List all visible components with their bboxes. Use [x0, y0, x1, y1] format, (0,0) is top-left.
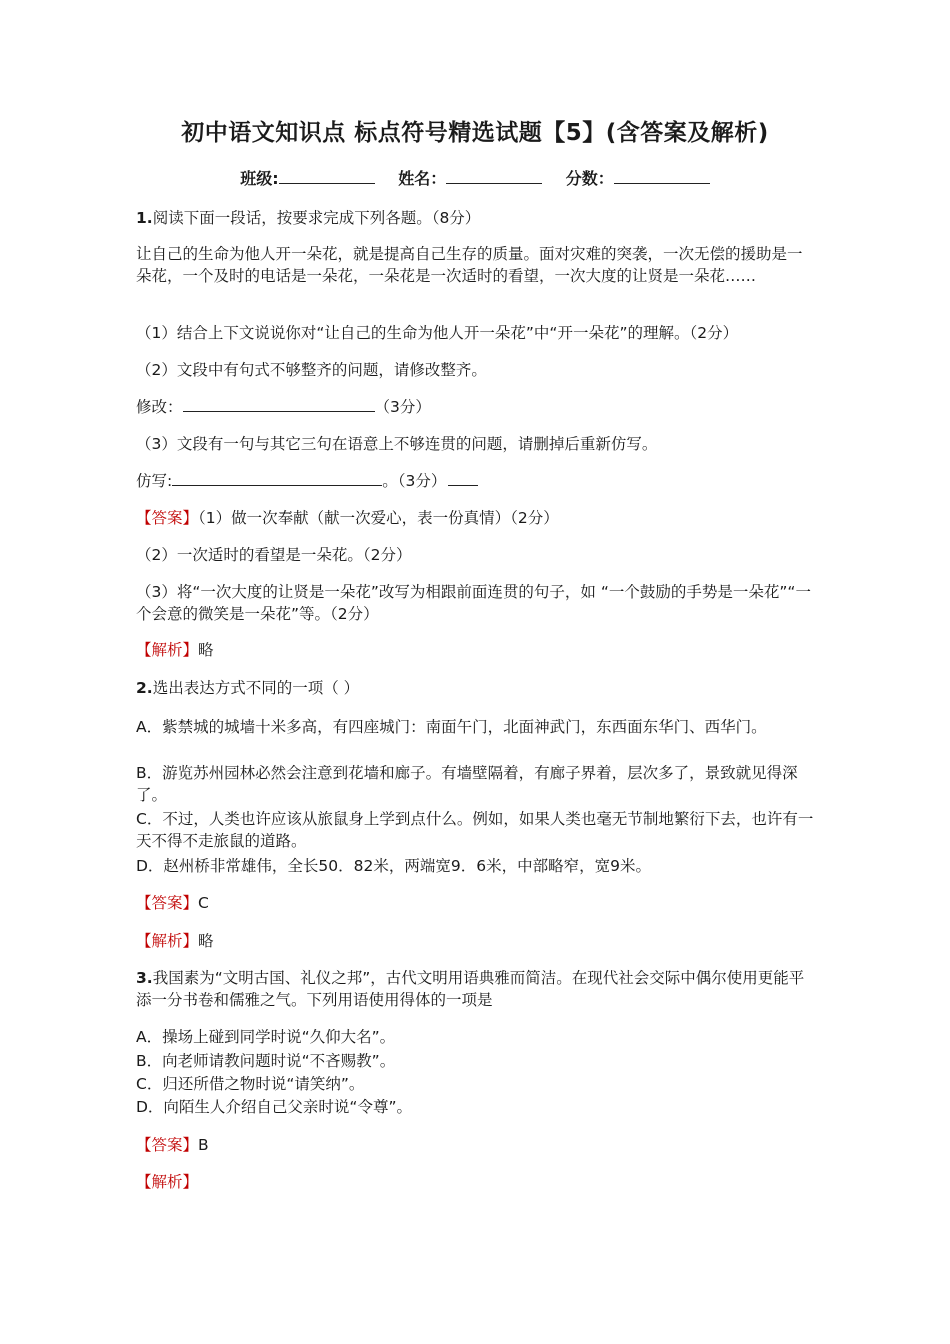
q3-option-c: C．归还所借之物时说“请笑纳”。 [136, 1075, 365, 1093]
score-blank[interactable] [614, 169, 710, 184]
name-label: 姓名： [398, 169, 447, 188]
q2-stem-text: 选出表达方式不同的一项（ ） [152, 679, 360, 697]
q3-stem [136, 967, 816, 1011]
answer-text: B [198, 1136, 209, 1154]
imitate-label: 仿写: [136, 472, 173, 490]
q1-sub2: （2）文段中有句式不够整齐的问题，请修改整齐。 [136, 361, 487, 379]
q1-sub3: （3）文段有一句与其它三句在语意上不够连贯的问题，请删掉后重新仿写。 [136, 435, 658, 453]
class-label: 班级: [240, 169, 279, 188]
q2-option-a: A．紫禁城的城墙十米多高，有四座城门：南面午门，北面神武门，东西面东华门、西华门。 [136, 718, 767, 736]
q2-option-b: B．游览苏州园林必然会注意到花墙和廊子。有墙壁隔着，有廊子界着，层次多了，景致就见得深了。 [136, 764, 798, 804]
q2-option-d: D．赵州桥非常雄伟，全长50．82米，两端宽9．6米，中部略窄，宽9米。 [136, 857, 651, 875]
q1-revise-line [136, 396, 816, 418]
revise-label: 修改： [136, 398, 183, 416]
answer-text: （1）做一次奉献（献一次爱心，表一份真情）（2分） [198, 509, 559, 527]
q3-option-d: D．向陌生人介绍自己父亲时说“令尊”。 [136, 1098, 412, 1116]
revise-score: （3分） [374, 398, 431, 416]
analysis-text: 略 [198, 641, 214, 659]
answer-text: C [198, 894, 209, 912]
class-blank[interactable] [279, 169, 375, 184]
q1-sub1: （1）结合上下文说说你对“让自己的生命为他人开一朵花”中“开一朵花”的理解。（2分） [136, 324, 739, 342]
answer-tag: 【答案】 [136, 509, 199, 527]
analysis-tag: 【解析】 [136, 1173, 199, 1191]
q2-answer [136, 892, 816, 914]
q1-answer-3: （3）将“一次大度的让贤是一朵花”改写为相跟前面连贯的句子，如 “一个鼓励的手势是一朵花”“一个会意的微笑是一朵花”等。（2分） [136, 583, 811, 623]
q2-stem [136, 677, 816, 699]
q1-passage: 让自己的生命为他人开一朵花，就是提高自己生存的质量。面对灾难的突袭，一次无偿的援助是一朵花，一个及时的电话是一朵花，一朵花是一次适时的看望，一次大度的让贤是一朵花…… [136, 245, 803, 285]
name-blank[interactable] [446, 169, 542, 184]
q1-stem [136, 207, 816, 229]
q3-option-a: A．操场上碰到同学时说“久仰大名”。 [136, 1028, 396, 1046]
q3-stem-text: 我国素为“文明古国、礼仪之邦”，古代文明用语典雅而简洁。在现代社会交际中偶尔使用更能平添一分书卷和儒雅之气。下列用语使用得体的一项是 [136, 969, 805, 1009]
q1-analysis [136, 639, 816, 661]
imitate-tail: 。（3分） [382, 472, 447, 490]
analysis-tag: 【解析】 [136, 641, 199, 659]
trailing-blank [448, 471, 478, 486]
page-title: 初中语文知识点 标点符号精选试题【5】(含答案及解析) [181, 120, 769, 146]
q1-stem-text: 阅读下面一段话，按要求完成下列各题。（8分） [152, 209, 481, 227]
score-label: 分数： [565, 169, 614, 188]
q3-option-b: B．向老师请教问题时说“不吝赐教”。 [136, 1052, 396, 1070]
revise-blank[interactable] [183, 397, 375, 412]
analysis-text: 略 [198, 932, 214, 950]
q1-number: 1. [136, 209, 153, 227]
q3-analysis [136, 1171, 816, 1193]
q2-number: 2. [136, 679, 153, 697]
q2-option-c: C．不过，人类也许应该从旅鼠身上学到点什么。例如，如果人类也毫无节制地繁衍下去，也许有一天不得不走旅鼠的道路。 [136, 810, 814, 850]
q3-answer [136, 1134, 816, 1156]
answer-tag: 【答案】 [136, 894, 199, 912]
q2-analysis [136, 930, 816, 952]
q1-imitate-line [136, 470, 816, 492]
student-info-line [0, 166, 950, 189]
imitate-blank[interactable] [172, 471, 382, 486]
q1-answer-1 [136, 507, 816, 529]
analysis-tag: 【解析】 [136, 932, 199, 950]
q1-answer-2: （2）一次适时的看望是一朵花。（2分） [136, 546, 412, 564]
answer-tag: 【答案】 [136, 1136, 199, 1154]
q3-number: 3. [136, 969, 153, 987]
